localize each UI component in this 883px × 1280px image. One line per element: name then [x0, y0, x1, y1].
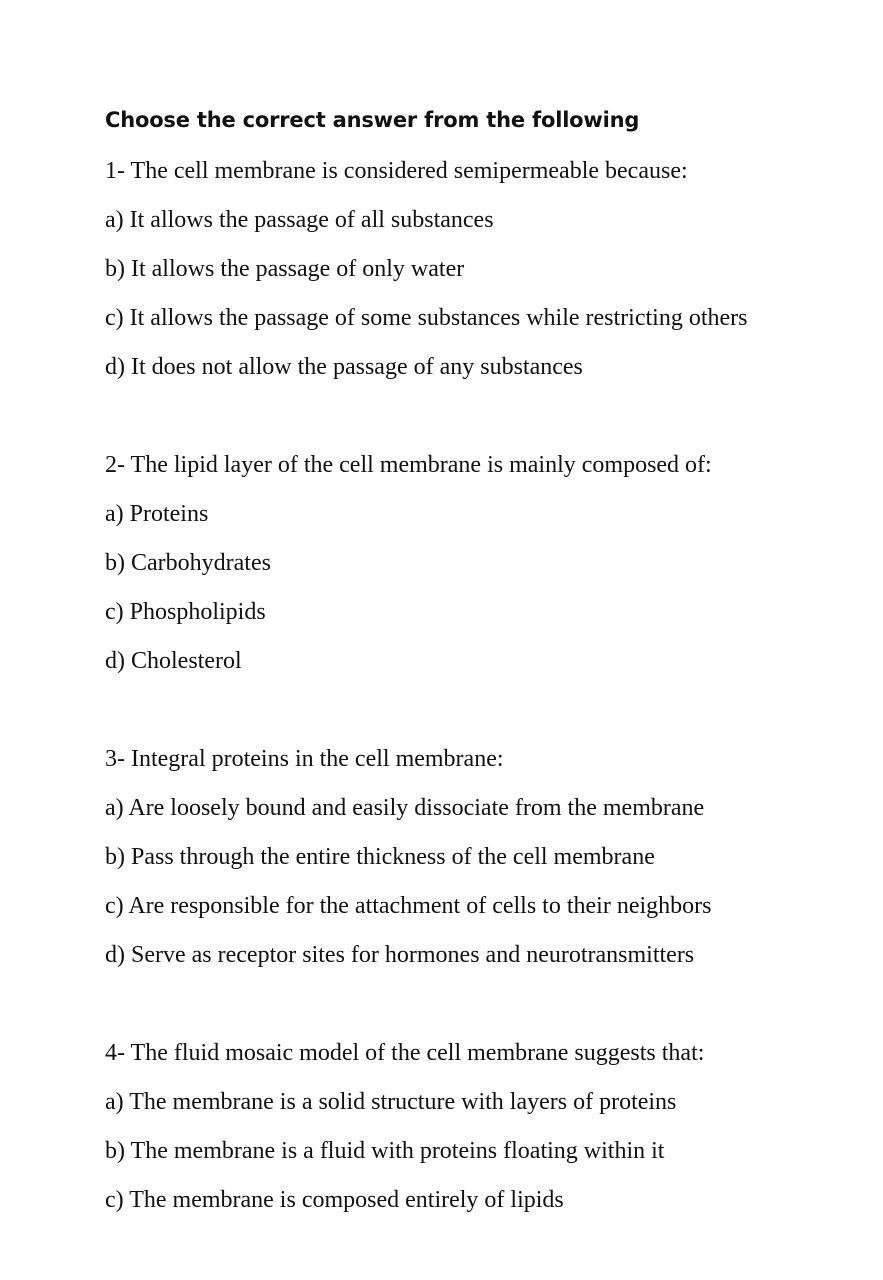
question-2 [105, 447, 875, 692]
question-4-option-a: a) The membrane is a solid structure with layers of proteins [105, 1089, 677, 1115]
question-3-option-d: d) Serve as receptor sites for hormones and neurotransmitters [105, 942, 695, 968]
question-2-option-a: a) Proteins [105, 501, 209, 527]
question-2-option-c: c) Phospholipids [105, 599, 266, 625]
question-1-option-a: a) It allows the passage of all substances [105, 207, 494, 233]
question-3-option-a: a) Are loosely bound and easily dissociate from the membrane [105, 795, 705, 821]
question-1-prompt: 1- The cell membrane is considered semipermeable because: [105, 158, 688, 184]
instructions-heading: Choose the correct answer from the following [105, 108, 640, 132]
question-2-prompt: 2- The lipid layer of the cell membrane is mainly composed of: [105, 452, 712, 478]
question-1 [105, 153, 875, 398]
question-4 [105, 1035, 875, 1231]
question-1-option-d: d) It does not allow the passage of any substances [105, 354, 583, 380]
question-3-prompt: 3- Integral proteins in the cell membrane: [105, 746, 504, 772]
quiz-document [105, 104, 875, 1231]
question-1-option-c: c) It allows the passage of some substances while restricting others [105, 305, 748, 331]
question-4-option-b: b) The membrane is a fluid with proteins floating within it [105, 1138, 665, 1164]
question-2-option-b: b) Carbohydrates [105, 550, 271, 576]
question-3-option-c: c) Are responsible for the attachment of cells to their neighbors [105, 893, 712, 919]
question-3 [105, 741, 875, 986]
question-2-option-d: d) Cholesterol [105, 648, 242, 674]
question-1-option-b: b) It allows the passage of only water [105, 256, 465, 282]
question-4-option-c: c) The membrane is composed entirely of lipids [105, 1187, 564, 1213]
question-4-prompt: 4- The fluid mosaic model of the cell membrane suggests that: [105, 1040, 705, 1066]
question-3-option-b: b) Pass through the entire thickness of the cell membrane [105, 844, 655, 870]
